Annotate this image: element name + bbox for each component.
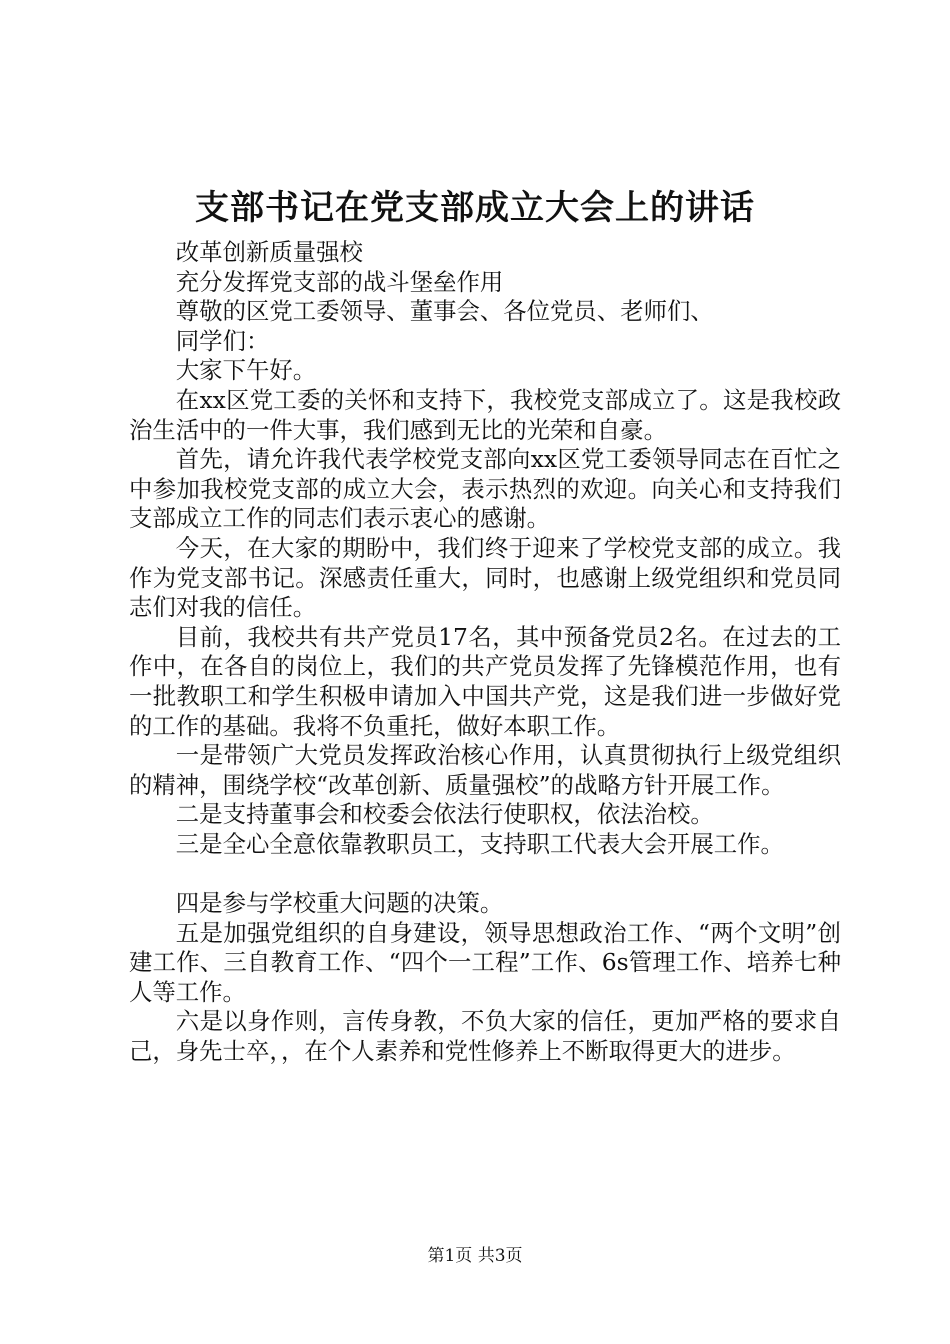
paragraph: 六是以身作则，言传身教，不负大家的信任，更加严格的要求自己，身先士卒，，在个人素养和党性修养上不断取得更大的进步。 [129,1007,841,1066]
paragraph: 在xx区党工委的关怀和支持下，我校党支部成立了。这是我校政治生活中的一件大事，我们感到无比的光荣和自豪。 [129,385,841,444]
paragraph: 一是带领广大党员发挥政治核心作用，认真贯彻执行上级党组织的精神，围绕学校“改革创新、质量强校”的战略方针开展工作。 [129,741,841,799]
paragraph: 充分发挥党支部的战斗堡垒作用 [175,267,504,296]
paragraph: 目前，我校共有共产党员17名，其中预备党员2名。在过去的工作中，在各自的岗位上，我们的共产党员发挥了先锋模范作用，也有一批教职工和学生积极申请加入中国共产党，这是我们进一步做好党的工作的基础。我将不负重托，做好本职工作。 [129,622,841,740]
paragraph: 同学们： [175,326,270,355]
paragraph: 首先，请允许我代表学校党支部向xx区党工委领导同志在百忙之中参加我校党支部的成立大会，表示热烈的欢迎。向关心和支持我们支部成立工作的同志们表示衷心的感谢。 [129,445,841,533]
document-title: 支部书记在党支部成立大会上的讲话 [195,188,755,228]
page-number: 第1页 共3页 [427,1246,523,1266]
paragraph: 三是全心全意依靠教职员工，支持职工代表大会开展工作。 [175,829,784,858]
document-body [129,238,841,1067]
paragraph: 今天，在大家的期盼中，我们终于迎来了学校党支部的成立。我作为党支部书记。深感责任重大，同时，也感谢上级党组织和党员同志们对我的信任。 [129,533,841,622]
paragraph: 四是参与学校重大问题的决策。 [175,889,504,918]
paragraph: 尊敬的区党工委领导、董事会、各位党员、老师们、 [175,297,714,326]
paragraph: 二是支持董事会和校委会依法行使职权，依法治校。 [175,800,714,829]
paragraph: 五是加强党组织的自身建设，领导思想政治工作、“两个文明”创建工作、三自教育工作、“四个一工程”工作、6s管理工作、培养七种人等工作。 [129,918,841,1006]
paragraph: 改革创新质量强校 [175,238,363,266]
paragraph: 大家下午好。 [175,356,317,385]
